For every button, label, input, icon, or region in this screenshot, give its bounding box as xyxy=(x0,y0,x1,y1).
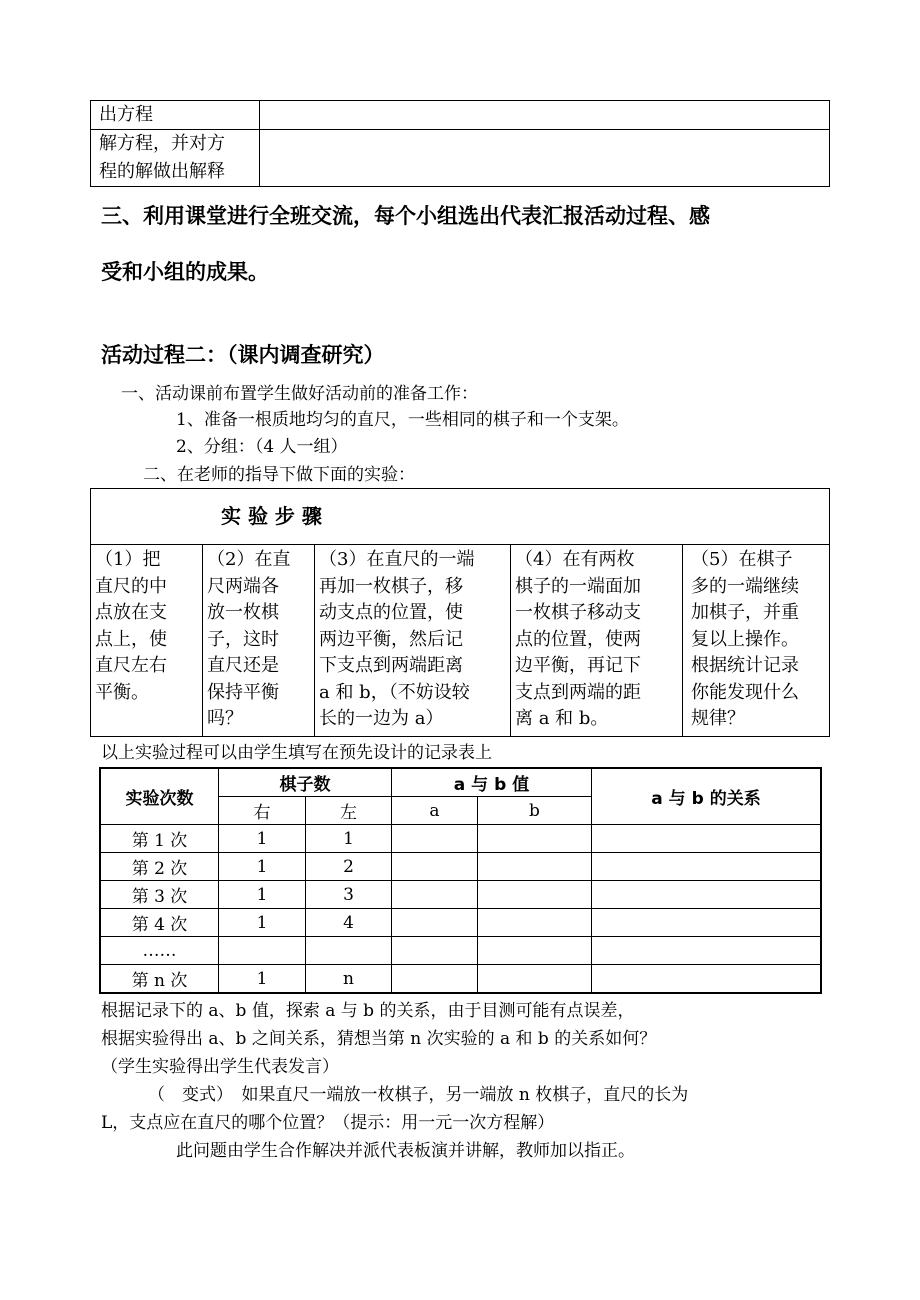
a-cell xyxy=(392,853,478,881)
a-cell xyxy=(392,909,478,937)
a-cell xyxy=(392,965,478,994)
subheader-right: 右 xyxy=(219,797,306,825)
table-row xyxy=(100,937,821,965)
table-row xyxy=(100,909,821,937)
record-table xyxy=(99,767,822,994)
a-cell xyxy=(392,937,478,965)
step-line: （2）在直 xyxy=(207,549,291,570)
subheader-left: 左 xyxy=(306,797,392,825)
label-line: 解方程，并对方 xyxy=(99,133,225,154)
after-line-4: （ 变式） 如果直尺一端放一枚棋子，另一端放 n 枚棋子，直尺的长为 xyxy=(148,1085,689,1105)
step-line: a 和 b，（不妨设较 xyxy=(319,681,470,703)
experiment-steps-table xyxy=(90,488,830,737)
left-cell xyxy=(306,937,392,965)
b-cell xyxy=(478,825,592,853)
step-line: 规律？ xyxy=(691,708,745,729)
step-cell-4 xyxy=(511,545,683,737)
step-line: 动支点的位置，使 xyxy=(319,602,463,623)
b-cell xyxy=(478,881,592,909)
step-cell-2 xyxy=(203,545,315,737)
header-trial-count: 实验次数 xyxy=(100,768,219,825)
trial-cell: 第 1 次 xyxy=(100,825,219,853)
step-line: 长的一边为 a） xyxy=(319,708,444,729)
step-line: 再加一枚棋子，移 xyxy=(319,575,463,597)
relation-cell xyxy=(592,937,822,965)
section-two-title: 二、在老师的指导下做下面的实验： xyxy=(143,465,415,485)
row-label-write-equation: 出方程 xyxy=(91,101,260,130)
trial-cell: 第 3 次 xyxy=(100,881,219,909)
relation-cell xyxy=(592,909,822,937)
step-line: 加棋子，并重 xyxy=(691,602,799,623)
relation-cell xyxy=(592,825,822,853)
right-cell: 1 xyxy=(219,909,306,937)
step-line: 复以上操作。 xyxy=(691,628,799,650)
after-line-2: 根据实验得出 a、b 之间关系，猜想当第 n 次实验的 a 和 b 的关系如何？ xyxy=(101,1029,657,1049)
step-line: 吗？ xyxy=(207,708,243,729)
row-value-write-equation xyxy=(260,101,830,130)
step-line: 保持平衡 xyxy=(207,681,279,703)
table-row xyxy=(100,965,821,994)
left-cell: 1 xyxy=(306,825,392,853)
row-label-solve-equation xyxy=(91,130,260,187)
trial-cell: 第 n 次 xyxy=(100,965,219,994)
table-row xyxy=(100,853,821,881)
section-three-heading-line2: 受和小组的成果。 xyxy=(101,260,269,284)
after-line-5: L，支点应在直尺的哪个位置？（提示：用一元一次方程解） xyxy=(101,1113,555,1133)
step-line: 放一枚棋 xyxy=(207,602,279,623)
step-line: 点上，使 xyxy=(95,628,167,650)
right-cell: 1 xyxy=(219,965,306,994)
right-cell xyxy=(219,937,306,965)
step-line: 直尺左右 xyxy=(95,655,167,676)
subheader-b: b xyxy=(478,797,592,825)
steps-title: 实 验 步 骤 xyxy=(221,504,322,529)
trial-cell: …… xyxy=(100,937,219,965)
step-line: 直尺的中 xyxy=(95,575,167,597)
step-line: 点放在支 xyxy=(95,602,167,623)
right-cell: 1 xyxy=(219,853,306,881)
step-line: 下支点到两端距离 xyxy=(319,655,463,676)
steps-title-cell xyxy=(91,489,830,545)
table-row xyxy=(100,825,821,853)
b-cell xyxy=(478,853,592,881)
right-cell: 1 xyxy=(219,881,306,909)
record-intro: 以上实验过程可以由学生填写在预先设计的记录表上 xyxy=(101,743,492,763)
step-line: 根据统计记录 xyxy=(691,655,799,676)
after-line-1: 根据记录下的 a、b 值，探索 a 与 b 的关系，由于目测可能有点误差， xyxy=(101,1001,635,1021)
trial-cell: 第 4 次 xyxy=(100,909,219,937)
step-line: （4）在有两枚 xyxy=(515,549,635,570)
prep-item-1: 1、准备一根质地均匀的直尺，一些相同的棋子和一个支架。 xyxy=(176,410,629,430)
step-line: （1）把 xyxy=(95,549,161,570)
right-cell: 1 xyxy=(219,825,306,853)
step-line: 棋子的一端面加 xyxy=(515,575,641,597)
step-line: 子，这时 xyxy=(207,628,279,650)
a-cell xyxy=(392,881,478,909)
step-line: 尺两端各 xyxy=(207,575,279,597)
left-cell: 3 xyxy=(306,881,392,909)
step-cell-3 xyxy=(315,545,511,737)
step-line: 两边平衡，然后记 xyxy=(319,628,463,650)
trial-cell: 第 2 次 xyxy=(100,853,219,881)
relation-cell xyxy=(592,965,822,994)
label-line: 程的解做出解释 xyxy=(99,161,225,182)
left-cell: n xyxy=(306,965,392,994)
table-row xyxy=(100,881,821,909)
step-line: 点的位置，使两 xyxy=(515,628,641,650)
step-line: 平衡。 xyxy=(95,681,149,703)
step-line: 一枚棋子移动支 xyxy=(515,602,641,623)
step-line: （3）在直尺的一端 xyxy=(319,549,475,570)
activity-two-title: 活动过程二：（课内调查研究） xyxy=(101,343,385,367)
subheader-a: a xyxy=(392,797,478,825)
prep-item-2: 2、分组：（4 人一组） xyxy=(176,437,348,457)
step-line: 多的一端继续 xyxy=(691,575,799,597)
left-cell: 2 xyxy=(306,853,392,881)
header-pieces: 棋子数 xyxy=(219,768,392,797)
prep-title: 一、活动课前布置学生做好活动前的准备工作： xyxy=(121,384,478,404)
header-ab-relation: a 与 b 的关系 xyxy=(592,768,822,825)
row-value-solve-equation xyxy=(260,130,830,187)
b-cell xyxy=(478,909,592,937)
relation-cell xyxy=(592,853,822,881)
step-line: 离 a 和 b。 xyxy=(515,708,609,729)
equation-table xyxy=(90,100,830,187)
relation-cell xyxy=(592,881,822,909)
left-cell: 4 xyxy=(306,909,392,937)
step-line: 支点到两端的距 xyxy=(515,681,641,703)
step-line: 边平衡，再记下 xyxy=(515,655,641,676)
step-line: 你能发现什么 xyxy=(691,681,799,703)
step-line: 直尺还是 xyxy=(207,655,279,676)
header-ab-values: a 与 b 值 xyxy=(392,768,592,797)
b-cell xyxy=(478,965,592,994)
b-cell xyxy=(478,937,592,965)
a-cell xyxy=(392,825,478,853)
step-cell-1 xyxy=(91,545,203,737)
step-line: （5）在棋子 xyxy=(691,549,793,570)
step-cell-5 xyxy=(683,545,830,737)
section-three-heading-line1: 三、利用课堂进行全班交流，每个小组选出代表汇报活动过程、感 xyxy=(101,204,710,228)
after-line-3: （学生实验得出学生代表发言） xyxy=(101,1057,339,1077)
after-line-6: 此问题由学生合作解决并派代表板演并讲解，教师加以指正。 xyxy=(176,1141,635,1161)
